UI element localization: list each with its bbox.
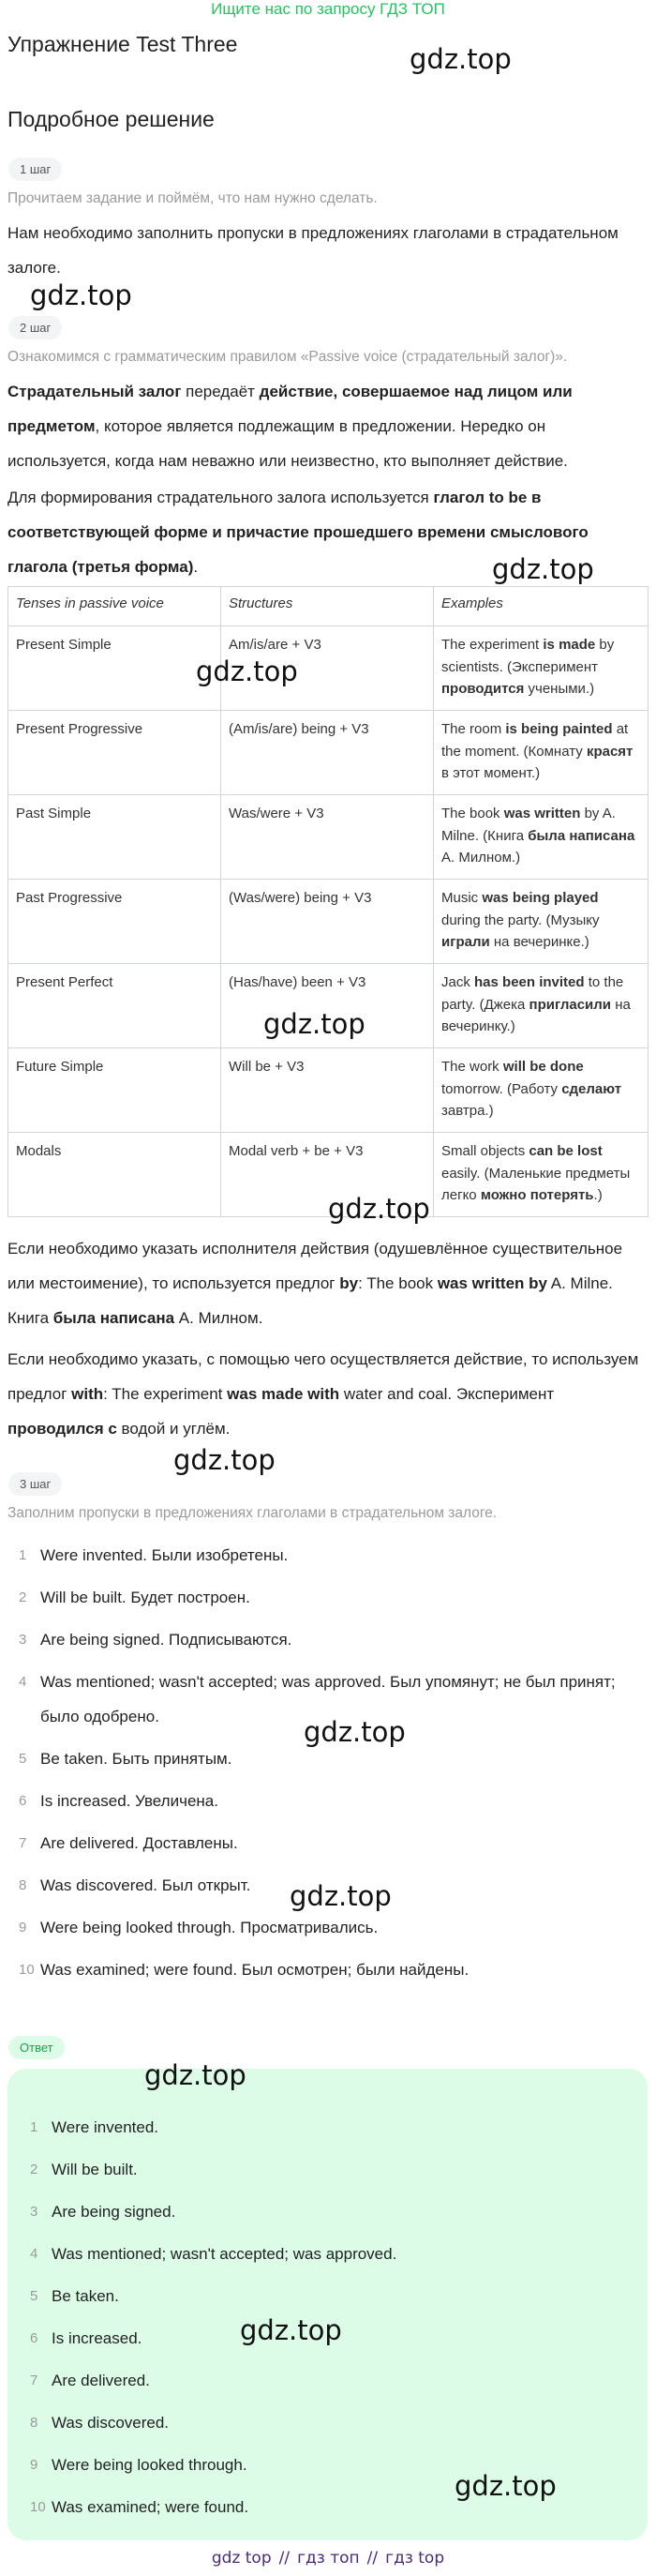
item-text: Will be built. [52, 2161, 138, 2178]
step-3-list [7, 1538, 645, 1995]
table-header: Tenses in passive voice [8, 587, 221, 626]
by-bold-2: was written by [437, 1274, 547, 1292]
with-text-2: : The experiment [103, 1385, 228, 1403]
formation-text-2: . [193, 558, 199, 576]
list-item [19, 2237, 637, 2271]
item-number: 1 [30, 2119, 38, 2135]
step-1-chip: 1 шаг [8, 158, 62, 181]
watermark: gdz.top [410, 43, 512, 75]
table-header: Examples [434, 587, 649, 626]
example-translation-bold: сделают [561, 1080, 622, 1097]
item-number: 8 [30, 2415, 38, 2431]
table-row [8, 711, 649, 795]
watermark: gdz.top [455, 2470, 557, 2502]
list-item [19, 2110, 637, 2145]
example-text: .) [593, 1187, 603, 1203]
watermark: gdz.top [240, 2314, 342, 2346]
example-text: Small objects [441, 1143, 529, 1159]
item-number: 5 [19, 1751, 27, 1767]
list-item [7, 1826, 645, 1860]
example-bold: is made [543, 637, 596, 653]
example-bold: has been invited [474, 974, 585, 990]
example-text: учеными.) [524, 681, 595, 697]
item-number: 3 [19, 1632, 27, 1648]
structure-cell: Will be + V3 [221, 1048, 434, 1133]
structure-cell: (Am/is/are) being + V3 [221, 711, 434, 795]
watermark: gdz.top [304, 1716, 406, 1748]
with-text-4: водой и углём. [116, 1420, 231, 1438]
by-bold-1: by [339, 1274, 359, 1292]
step-1-text: Нам необходимо заполнить пропуски в предложениях глаголами в страдательном залоге. [7, 224, 619, 277]
example-text: на вечеринку.) [441, 996, 631, 1034]
example-text: Jack [441, 974, 475, 990]
item-text: Was examined; were found. Был осмотрен; были найдены. [40, 1961, 470, 1979]
by-bold-3: была написана [52, 1309, 175, 1327]
item-text: Was discovered. Был открыт. [40, 1876, 251, 1894]
table-row [8, 795, 649, 880]
step-3-chip: 3 шаг [8, 1472, 62, 1496]
tense-cell: Present Perfect [8, 964, 221, 1048]
watermark: gdz.top [173, 1444, 276, 1476]
tense-cell: Past Simple [8, 795, 221, 880]
example-cell [434, 711, 649, 795]
example-text: tomorrow. (Работу [441, 1080, 562, 1097]
with-text-1: Если необходимо указать, с помощью чего осуществляется действие, то используем предлог [7, 1350, 639, 1403]
list-item [19, 2279, 637, 2313]
with-text-3: water and coal. Эксперимент [339, 1385, 555, 1403]
list-item [19, 2405, 637, 2440]
by-preposition-paragraph [7, 1231, 645, 1335]
example-cell [434, 1048, 649, 1133]
step-1-hint: Прочитаем задание и поймём, что нам нужно сделать. [7, 190, 378, 206]
example-cell [434, 795, 649, 880]
example-translation-bold: была написана [528, 827, 635, 844]
bottom-link-3[interactable]: гдз top [385, 2549, 445, 2568]
bottom-link-2[interactable]: гдз топ [297, 2549, 360, 2568]
item-text: Were invented. Были изобретены. [40, 1546, 289, 1564]
definition-text-1: передаёт [181, 383, 260, 400]
item-text: Was mentioned; wasn't accepted; was approved. [52, 2245, 397, 2263]
formation-bold: глагол to be в соответствующей форме и причастие прошедшего времени смыслового глагола (третья форма) [7, 489, 589, 576]
answer-chip: Ответ [8, 2036, 65, 2059]
by-text-2: : The book [358, 1274, 438, 1292]
page-title: Упражнение Test Three [7, 32, 238, 56]
definition-bold: действие, совершаемое над лицом или предметом [7, 383, 573, 435]
example-cell [434, 880, 649, 964]
tense-cell: Present Progressive [8, 711, 221, 795]
item-text: Were being looked through. Просматривались. [40, 1919, 379, 1936]
item-text: Is increased. Увеличена. [40, 1792, 218, 1810]
item-text: Was discovered. [52, 2414, 170, 2432]
item-number: 2 [30, 2162, 38, 2177]
watermark: gdz.top [328, 1193, 430, 1225]
table-row [8, 880, 649, 964]
item-number: 3 [30, 2204, 38, 2220]
watermark: gdz.top [144, 2059, 246, 2091]
example-text: The work [441, 1059, 503, 1075]
example-bold: can be lost [529, 1143, 603, 1159]
by-text-3: A. Milne. Книга [7, 1274, 613, 1327]
step-3-hint: Заполним пропуски в предложениях глаголами в страдательном залоге. [7, 1505, 498, 1521]
example-bold: was being played [482, 890, 599, 906]
tense-cell: Present Simple [8, 626, 221, 711]
structure-cell: (Was/were) being + V3 [221, 880, 434, 964]
example-cell [434, 626, 649, 711]
list-item [7, 1784, 645, 1818]
separator: // [278, 2549, 291, 2568]
item-text: Be taken. Быть принятым. [40, 1750, 232, 1768]
passive-definition-paragraph [7, 374, 645, 478]
by-text-1: Если необходимо указать исполнителя действия (одушевлённое существительное или местоимение), то используется предлог [7, 1240, 623, 1292]
passive-voice-table [7, 586, 649, 1217]
list-item [7, 1952, 645, 1987]
watermark: gdz.top [290, 1880, 392, 1912]
watermark: gdz.top [263, 1008, 365, 1040]
example-bold: is being painted [505, 721, 613, 737]
example-translation-bold: красят [586, 743, 634, 760]
separator: // [366, 2549, 379, 2568]
item-number: 2 [19, 1589, 27, 1605]
tense-cell: Future Simple [8, 1048, 221, 1133]
table-header: Structures [221, 587, 434, 626]
item-text: Were being looked through. [52, 2456, 247, 2474]
example-translation-bold: пригласили [529, 996, 612, 1013]
example-text: The book [441, 806, 504, 821]
item-text: Be taken. [52, 2287, 119, 2305]
item-number: 7 [19, 1835, 27, 1851]
example-text: на вечеринке.) [489, 934, 589, 950]
structure-cell: Am/is/are + V3 [221, 626, 434, 711]
item-number: 8 [19, 1877, 27, 1893]
structure-cell: (Has/have) been + V3 [221, 964, 434, 1048]
item-number: 4 [30, 2246, 38, 2262]
example-bold: was written [503, 806, 581, 821]
example-cell [434, 1133, 649, 1217]
watermark: gdz.top [492, 553, 594, 585]
item-text: Will be built. Будет построен. [40, 1589, 250, 1606]
step-2-chip: 2 шаг [8, 316, 62, 339]
table-row [8, 626, 649, 711]
list-item [19, 2363, 637, 2398]
example-translation-bold: играли [441, 934, 490, 950]
item-number: 10 [19, 1962, 35, 1978]
example-text: easily. (Маленькие предметы легко [441, 1165, 631, 1203]
item-text: Are being signed. Подписываются. [40, 1631, 292, 1649]
example-text: by scientists. (Эксперимент [441, 637, 615, 675]
formation-text-1: Для формирования страдательного залога используется [7, 489, 434, 506]
example-text: Music [441, 890, 483, 906]
with-bold-1: with [71, 1385, 104, 1403]
structure-cell: Modal verb + be + V3 [221, 1133, 434, 1217]
example-text: by A. Milne. (Книга [441, 806, 616, 844]
bottom-link-1[interactable]: gdz top [211, 2549, 272, 2568]
tense-cell: Past Progressive [8, 880, 221, 964]
item-text: Was examined; were found. [52, 2498, 249, 2516]
item-text: Was mentioned; wasn't accepted; was approved. Был упомянут; не был принят; было одобрено. [40, 1673, 616, 1725]
list-item [19, 2152, 637, 2187]
item-text: Are being signed. [52, 2203, 176, 2221]
solution-heading: Подробное решение [7, 107, 215, 131]
watermark: gdz.top [30, 279, 132, 311]
list-item [19, 2194, 637, 2229]
tense-cell: Modals [8, 1133, 221, 1217]
example-text: завтра.) [441, 1103, 494, 1119]
example-translation-bold: проводится [441, 681, 525, 697]
item-number: 7 [30, 2373, 38, 2388]
bottom-links [0, 2549, 656, 2568]
example-bold: will be done [502, 1059, 584, 1075]
item-number: 4 [19, 1674, 27, 1690]
item-text: Were invented. [52, 2118, 159, 2136]
item-number: 6 [30, 2330, 38, 2346]
item-number: 10 [30, 2499, 46, 2515]
by-text-4: А. Милном. [174, 1309, 263, 1327]
example-translation-bold: можно потерять [480, 1187, 594, 1203]
example-text: during the party. (Музыку [441, 911, 600, 928]
list-item [7, 1580, 645, 1615]
with-bold-2: was made with [227, 1385, 340, 1403]
item-number: 6 [19, 1793, 27, 1809]
table-row [8, 1048, 649, 1133]
with-preposition-paragraph [7, 1342, 645, 1446]
example-text: at the moment. (Комнату [441, 721, 629, 760]
step-2-hint: Ознакомимся с грамматическим правилом «Passive voice (страдательный залог)». [7, 349, 568, 365]
item-number: 9 [30, 2457, 38, 2473]
watermark: gdz.top [196, 655, 298, 687]
example-text: The room [441, 721, 506, 737]
table-header-row [8, 587, 649, 626]
list-item [7, 1622, 645, 1657]
list-item [7, 1538, 645, 1573]
item-text: Is increased. [52, 2329, 142, 2347]
example-cell [434, 964, 649, 1048]
item-text: Are delivered. [52, 2372, 150, 2389]
structure-cell: Was/were + V3 [221, 795, 434, 880]
table-body [8, 626, 649, 1217]
example-text: в этот момент.) [441, 765, 541, 781]
example-text: to the party. (Джека [441, 974, 624, 1013]
item-number: 1 [19, 1547, 27, 1563]
definition-text-2: , которое является подлежащим в предложении. Нередко он используется, когда нам неважно или неизвестно, кто выполняет действие. [7, 417, 568, 470]
example-text: А. Милном.) [441, 850, 521, 866]
example-text: The experiment [441, 637, 544, 653]
top-promo-link[interactable]: Ищите нас по запросу ГДЗ ТОП [211, 0, 445, 18]
list-item [7, 1910, 645, 1945]
with-bold-3: проводился с [7, 1420, 117, 1438]
item-number: 9 [19, 1920, 27, 1936]
item-text: Are delivered. Доставлены. [40, 1834, 238, 1852]
item-number: 5 [30, 2288, 38, 2304]
term-passive-voice: Страдательный залог [7, 383, 182, 400]
